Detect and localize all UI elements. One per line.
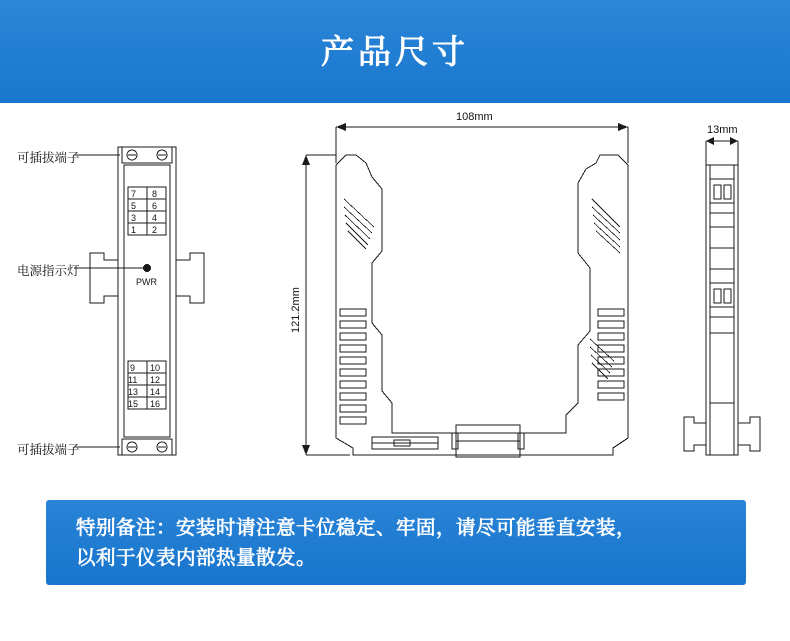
terminal-number: 16 [150,399,161,409]
terminal-number: 13 [128,387,139,397]
label-bottom-terminal: 可插拔端子 [17,443,80,457]
dimension-height: 121.2mm [290,287,302,333]
terminal-number: 5 [131,201,137,211]
terminal-number: 9 [130,363,136,373]
terminal-number: 6 [152,201,158,211]
terminal-number: 14 [150,387,161,397]
terminal-number: 10 [150,363,161,373]
label-top-terminal: 可插拔端子 [17,151,80,165]
product-dimension-drawing [0,103,790,493]
terminal-number: 15 [128,399,139,409]
terminal-number: 11 [128,375,138,385]
terminal-number: 4 [152,213,158,223]
page-title: 产品尺寸 [321,33,469,70]
terminal-number: 7 [131,189,137,199]
label-pwr: PWR [136,277,157,287]
label-power-indicator: 电源指示灯 [17,264,80,278]
footer-note-line2: 以利于仪表内部热量散发。 [76,547,317,569]
terminal-number: 12 [150,375,161,385]
terminal-number: 3 [131,213,137,223]
diagram-canvas [0,103,790,493]
dimension-width: 108mm [456,111,493,123]
dimension-depth: 13mm [707,124,738,136]
terminal-number: 1 [131,225,137,235]
footer-note-line1: 特别备注：安装时请注意卡位稳定、牢固，请尽可能垂直安装， [76,517,637,539]
header-banner [0,0,790,103]
footer-note [46,500,746,585]
terminal-number: 8 [152,189,158,199]
terminal-number: 2 [152,225,158,235]
